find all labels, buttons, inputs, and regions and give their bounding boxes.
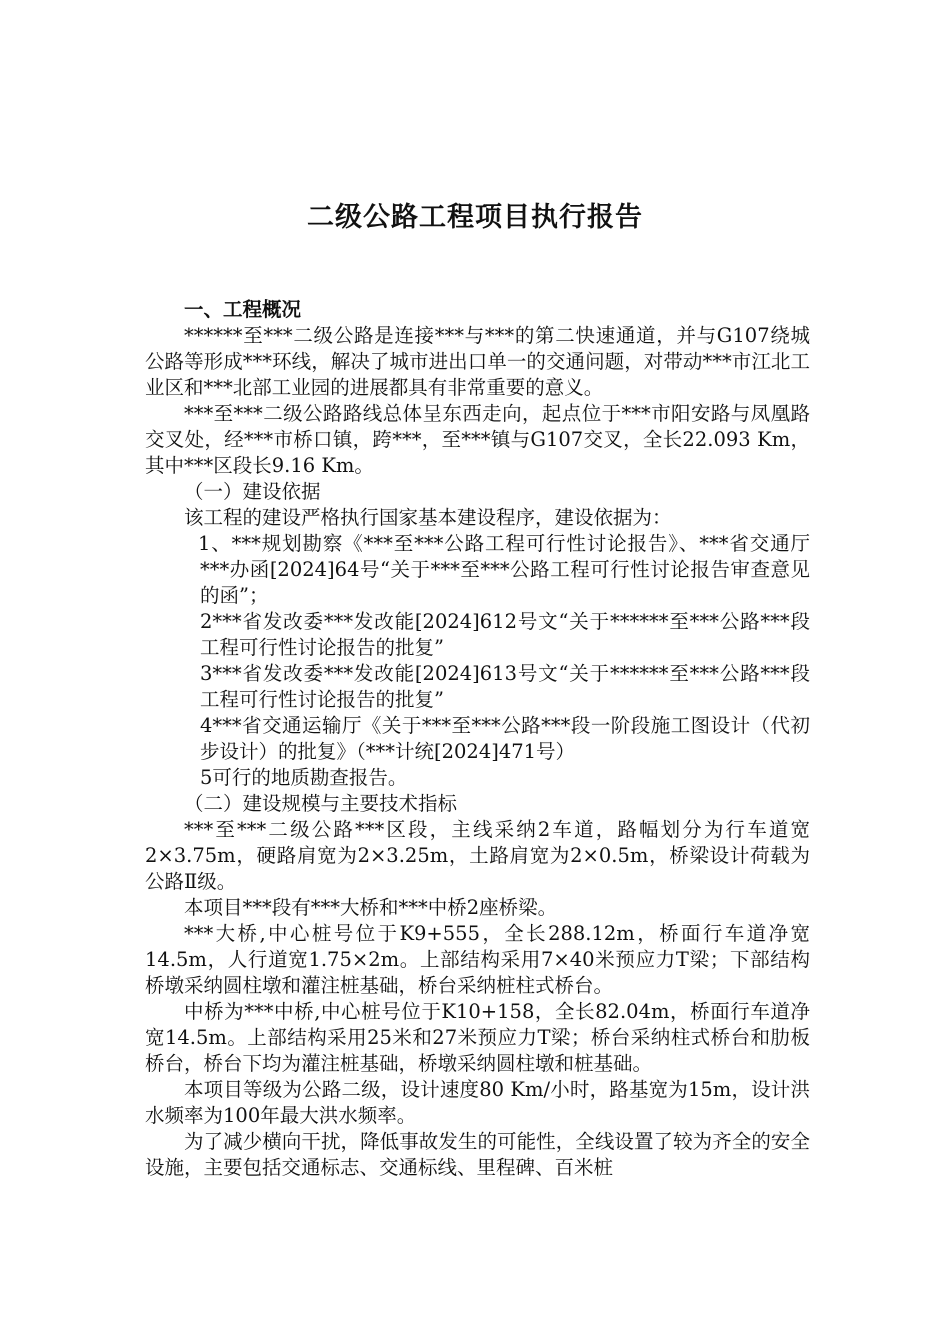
paragraph: 本项目***段有***大桥和***中桥2座桥梁。 <box>184 896 558 919</box>
basis-item: 4***省交通运输厅《关于***至***公路***段一阶段施工图设计（代初步设计）的批复》（***计统[2024]471号） <box>200 714 810 763</box>
paragraph: 中桥为***中桥,中心桩号位于K10+158，全长82.04m，桥面行车道净宽14.5m。上部结构采用25米和27米预应力T梁；桥台采纳柱式桥台和肋板桥台，桥台下均为灌注桩基础，桥墩采纳圆柱墩和桩基础。 <box>145 1000 810 1075</box>
paragraph: ***至***二级公路路线总体呈东西走向，起点位于***市阳安路与凤凰路交叉处，经***市桥口镇，跨***，至***镇与G107交叉，全长22.093 Km，其中***区段长9.16 Km。 <box>145 402 810 477</box>
paragraph: 为了减少横向干扰，降低事故发生的可能性，全线设置了较为齐全的安全设施，主要包括交通标志、交通标线、里程碑、百米桩 <box>145 1130 810 1179</box>
basis-item: 3***省发改委***发改能[2024]613号文“关于******至***公路***段工程可行性讨论报告的批复” <box>200 662 810 711</box>
paragraph: ******至***二级公路是连接***与***的第二快速通道，并与G107绕城公路等形成***环线，解决了城市进出口单一的交通问题，对带动***市江北工业区和***北部工业园的进展都具有非常重要的意义。 <box>145 324 810 399</box>
subsection-heading: （一）建设依据 <box>184 480 321 503</box>
document-title: 二级公路工程项目执行报告 <box>307 202 643 233</box>
paragraph: ***至***二级公路***区段，主线采纳2车道，路幅划分为行车道宽2×3.75m，硬路肩宽为2×3.25m，土路肩宽为2×0.5m，桥梁设计荷载为公路Ⅱ级。 <box>145 818 810 893</box>
basis-item: 1、***规划勘察《***至***公路工程可行性讨论报告》、***省交通厅***办函[2024]64号“关于***至***公路工程可行性讨论报告审查意见的函”； <box>198 532 810 607</box>
basis-item: 5可行的地质勘查报告。 <box>200 766 408 789</box>
paragraph: ***大桥,中心桩号位于K9+555，全长288.12m，桥面行车道净宽14.5m，人行道宽1.75×2m。上部结构采用7×40米预应力T梁；下部结构桥墩采纳圆柱墩和灌注桩基础，桥台采纳桩柱式桥台。 <box>145 922 810 997</box>
paragraph: 该工程的建设严格执行国家基本建设程序，建设依据为： <box>184 506 672 529</box>
document-body <box>145 297 810 1181</box>
subsection-heading: （二）建设规模与主要技术指标 <box>184 792 458 815</box>
paragraph: 本项目等级为公路二级，设计速度80 Km/小时，路基宽为15m，设计洪水频率为100年最大洪水频率。 <box>145 1078 810 1127</box>
basis-item: 2***省发改委***发改能[2024]612号文“关于******至***公路***段工程可行性讨论报告的批复” <box>200 610 810 659</box>
section-heading: 一、工程概况 <box>184 298 302 321</box>
